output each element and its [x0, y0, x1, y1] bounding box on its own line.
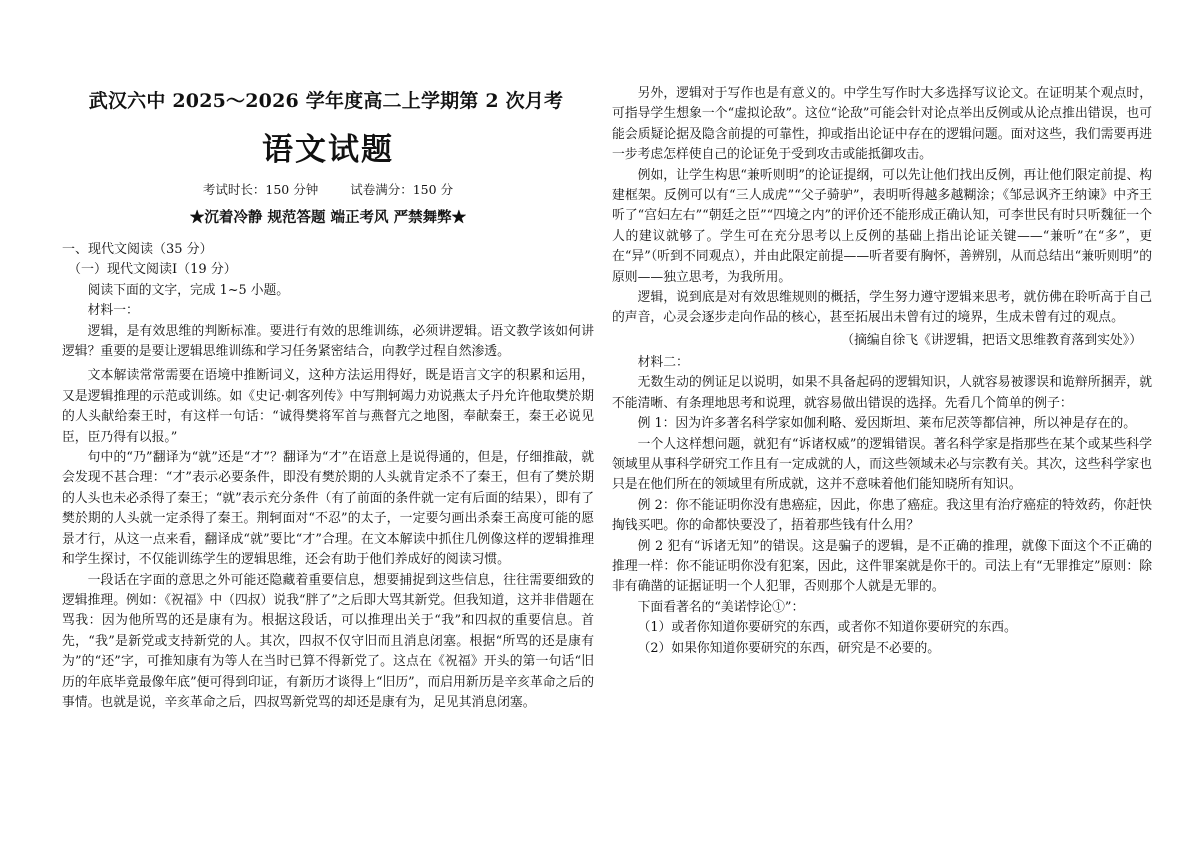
exam-title: 武汉六中 2025～2026 学年度高二上学期第 2 次月考 — [88, 90, 564, 112]
subsection-heading: （一）现代文阅读Ⅰ（19 分） — [68, 262, 237, 278]
paragraph: 一个人这样想问题，就犯有“诉诸权威”的逻辑错误。著名科学家是指那些在某个或某些科学领域里从事科学研究工作且有一定成就的人，而这些领域未必与宗教有关。其次，这些科学家也只是在他们所在的领域里有所成就，这并不意味着他们能知晓所有知识。 — [612, 436, 1152, 493]
right-column — [612, 84, 1152, 659]
exam-full-score: 试卷满分：150 分 — [350, 182, 454, 197]
section-heading: 一、现代文阅读（35 分） — [62, 242, 213, 257]
example-paragraph: 例 1：因为许多著名科学家如伽利略、爱因斯坦、莱布尼茨等都信神，所以神是存在的。 — [637, 416, 1137, 432]
paragraph: 一段话在字面的意思之外可能还隐藏着重要信息，想要捕捉到这些信息，往往需要细致的逻辑推理。例如：《祝福》中（四叔）说我“胖了”之后即大骂其新党。但我知道，这并非借题在骂我：因为他所骂的还是康有为。根据这段话，可以推理出关于“我”和四叔的重要信息。首先，“我”是新党或支持新党的人。其次，四叔不仅守旧而且消息闭塞。根据“所骂的还是康有为”的“还”字，可推知康有为等人在当时已算不得新党了。这点在《祝福》开头的第一句话“旧历的年底毕竟最像年底”便可得到印证，有新历才谈得上“旧历”，而启用新历是辛亥革命之后的事情。也就是说，辛亥革命之后，四叔骂新党骂的却还是康有为，足见其消息闭塞。 — [62, 572, 594, 710]
material-one-label: 材料一： — [87, 303, 139, 319]
example-paragraph: 例 2：你不能证明你没有患癌症，因此，你患了癌症。我这里有治疗癌症的特效药，你赶快掏钱买吧。你的命都快要没了，捂着那些钱有什么用？ — [612, 497, 1152, 534]
paragraph: 无数生动的例证足以说明，如果不具备起码的逻辑知识，人就容易被谬误和诡辩所捆弄，就不能清晰、有条理地思考和说理，就容易做出错误的选择。先看几个简单的例子： — [612, 375, 1152, 411]
paragraph: 文本解读常常需要在语境中推断词义，这种方法运用得好，既是语言文字的积累和运用，又是逻辑推理的示范或训练。如《史记·刺客列传》中写荆轲竭力劝说燕太子丹允许他取樊於期的人头献给秦王时，有这样一句话：“诚得樊将军首与燕督亢之地图，奉献秦王，秦王必说见臣，臣乃得有以报。” — [62, 368, 594, 445]
paragraph: 例 2 犯有“诉诸无知”的错误。这是骗子的逻辑，是不正确的推理，就像下面这个不正确的推理一样：你不能证明你没有犯案，因此，这件罪案就是你干的。司法上有“无罪推定”原则：除非有确凿的证据证明一个人犯罪，否则那个人就是无罪的。 — [612, 538, 1152, 595]
exam-meta — [62, 180, 594, 198]
left-column — [62, 240, 594, 713]
list-item: （2）如果你知道你要研究的东西，研究是不必要的。 — [637, 640, 941, 656]
list-item: （1）或者你知道你要研究的东西，或者你不知道你要研究的东西。 — [637, 620, 1017, 636]
paragraph: 句中的“乃”翻译为“就”还是“才”？翻译为“才”在语意上是说得通的，但是，仔细推敲，就会发现不甚合理：“才”表示必要条件，即没有樊於期的人头就肯定杀不了秦王，但有了樊於期的人头也未必杀得了秦王；“就”表示充分条件（有了前面的条件就一定有后面的结果），即有了樊於期的人头就一定杀得了秦王。荆轲面对“不忍”的太子，一定要匀画出杀秦王高度可能的愿景才行，从这一点来看，翻译成“就”要比“才”合理。在文本解读中抓住几例像这样的逻辑推理和学生探讨，不仅能训练学生的逻辑思维，还会有助于他们养成好的阅读习惯。 — [62, 450, 594, 568]
exam-slogan: ★沉着冷静 规范答题 端正考风 严禁舞弊★ — [189, 209, 467, 226]
material-two-label: 材料二： — [637, 354, 689, 370]
paragraph: 另外，逻辑对于写作也是有意义的。中学生写作时大多选择写议论文。在证明某个观点时，可指导学生想象一个“虚拟论敌”。这位“论敌”可能会针对论点举出反例或从论点推出错误，也可能会质疑论据及隐含前提的可靠性，抑或指出论证中存在的逻辑问题。面对这些，我们需要再进一步考虑怎样使自己的论证免于受到攻击或能抵御攻击。 — [612, 86, 1152, 163]
paragraph: 下面看著名的“美诺悖论①”： — [637, 599, 805, 615]
exam-duration: 考试时长：150 分钟 — [202, 182, 319, 197]
subject-title: 语文试题 — [262, 132, 394, 168]
reading-instruction: 阅读下面的文字，完成 1~5 小题。 — [87, 282, 290, 298]
paragraph: 逻辑，是有效思维的判断标准。要进行有效的思维训练，必须讲逻辑。语文教学该如何讲逻辑？重要的是要让逻辑思维训练和学习任务紧密结合，向教学过程自然渗透。 — [62, 323, 594, 360]
paragraph: 例如，让学生构思“兼听则明”的论证提纲，可以先让他们找出反例，再让他们限定前提、构建框架。反例可以有“三人成虎”“父子骑驴”，表明听得越多越糊涂；《邹忌讽齐王纳谏》中齐王听了“宫妇左右”“朝廷之臣”“四境之内”的评价还不能形成正确认知，可李世民有时只听魏征一个人的建议就够了。学生可在充分思考以上反例的基础上指出论证关键——“兼听”在“多”，更在“异”（听到不同观点），并由此限定前提——听者要有胸怀，善辨别，从而总结出“兼听则明”的原则——独立思考，为我所用。 — [612, 167, 1152, 285]
paragraph: 逻辑，说到底是对有效思维规则的概括，学生努力遵守逻辑来思考，就仿佛在聆听高于自己的声音，心灵会逐步走向作品的核心，甚至拓展出未曾有过的境界，生成未曾有过的观点。 — [612, 290, 1152, 326]
source-citation: （摘编自徐飞《讲逻辑，把语文思维教育落到实处》） — [841, 332, 1142, 348]
